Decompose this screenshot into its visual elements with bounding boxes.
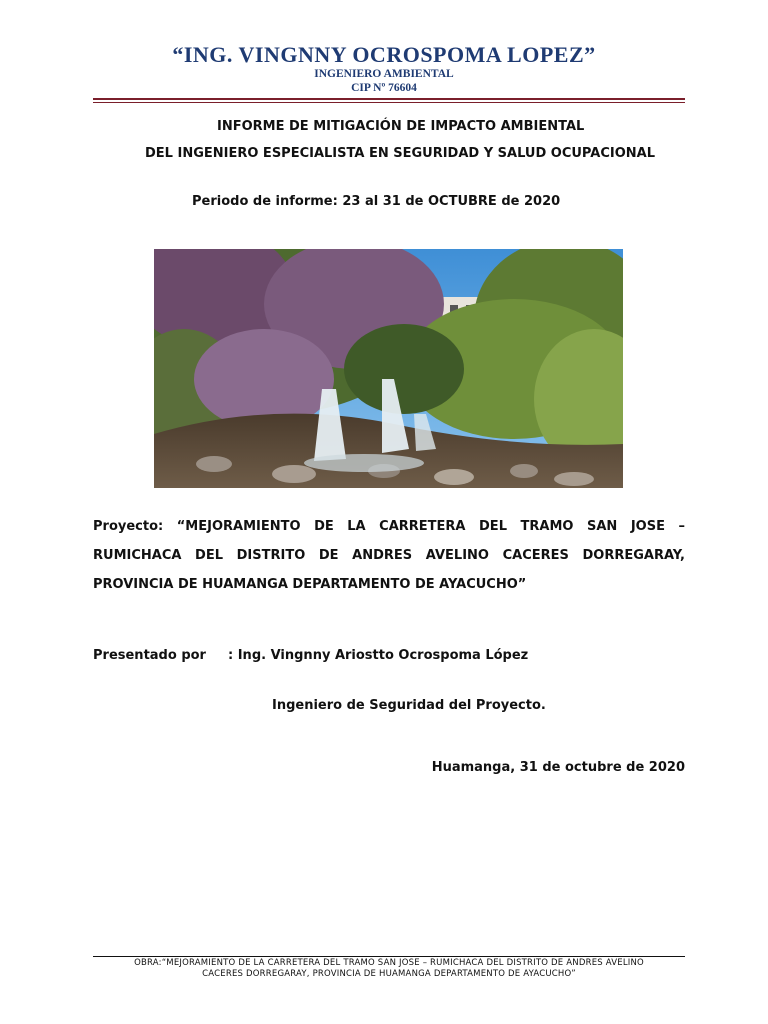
header-cip: CIP Nº 76604 (351, 82, 417, 94)
presenter-value: : Ing. Vingnny Ariostto Ocrospoma López (228, 648, 529, 663)
project-line2: RUMICHACA DEL DISTRITO DE ANDRES AVELINO CACERES DORREGARAY, (93, 548, 685, 563)
header-rule-thin (93, 102, 685, 103)
project-line3: PROVINCIA DE HUAMANGA DEPARTAMENTO DE AYACUCHO” (93, 577, 527, 592)
date-line: Huamanga, 31 de octubre de 2020 (431, 760, 685, 775)
project-line1: Proyecto: “MEJORAMIENTO DE LA CARRETERA DEL TRAMO SAN JOSE – (93, 519, 685, 534)
report-period: Periodo de informe: 23 al 31 de OCTUBRE de 2020 (192, 194, 561, 209)
site-photo (154, 249, 623, 488)
footer-rule (93, 956, 685, 957)
header-rule-thick (93, 98, 685, 100)
report-title-line1: INFORME DE MITIGACIÓN DE IMPACTO AMBIENTAL (217, 119, 585, 134)
report-title-line2: DEL INGENIERO ESPECIALISTA EN SEGURIDAD Y SALUD OCUPACIONAL (145, 146, 655, 161)
footer-line2: CACERES DORREGARAY, PROVINCIA DE HUAMANGA DEPARTAMENTO DE AYACUCHO” (202, 969, 576, 979)
presenter-label: Presentado por (93, 648, 206, 663)
header-profession: INGENIERO AMBIENTAL (314, 68, 454, 80)
header-name: “ING. VINGNNY OCROSPOMA LOPEZ” (172, 42, 596, 67)
footer-line1: OBRA:“MEJORAMIENTO DE LA CARRETERA DEL TRAMO SAN JOSE – RUMICHACA DEL DISTRITO DE ANDRES AVELINO (134, 958, 644, 968)
presenter-role: Ingeniero de Seguridad del Proyecto. (272, 698, 546, 713)
